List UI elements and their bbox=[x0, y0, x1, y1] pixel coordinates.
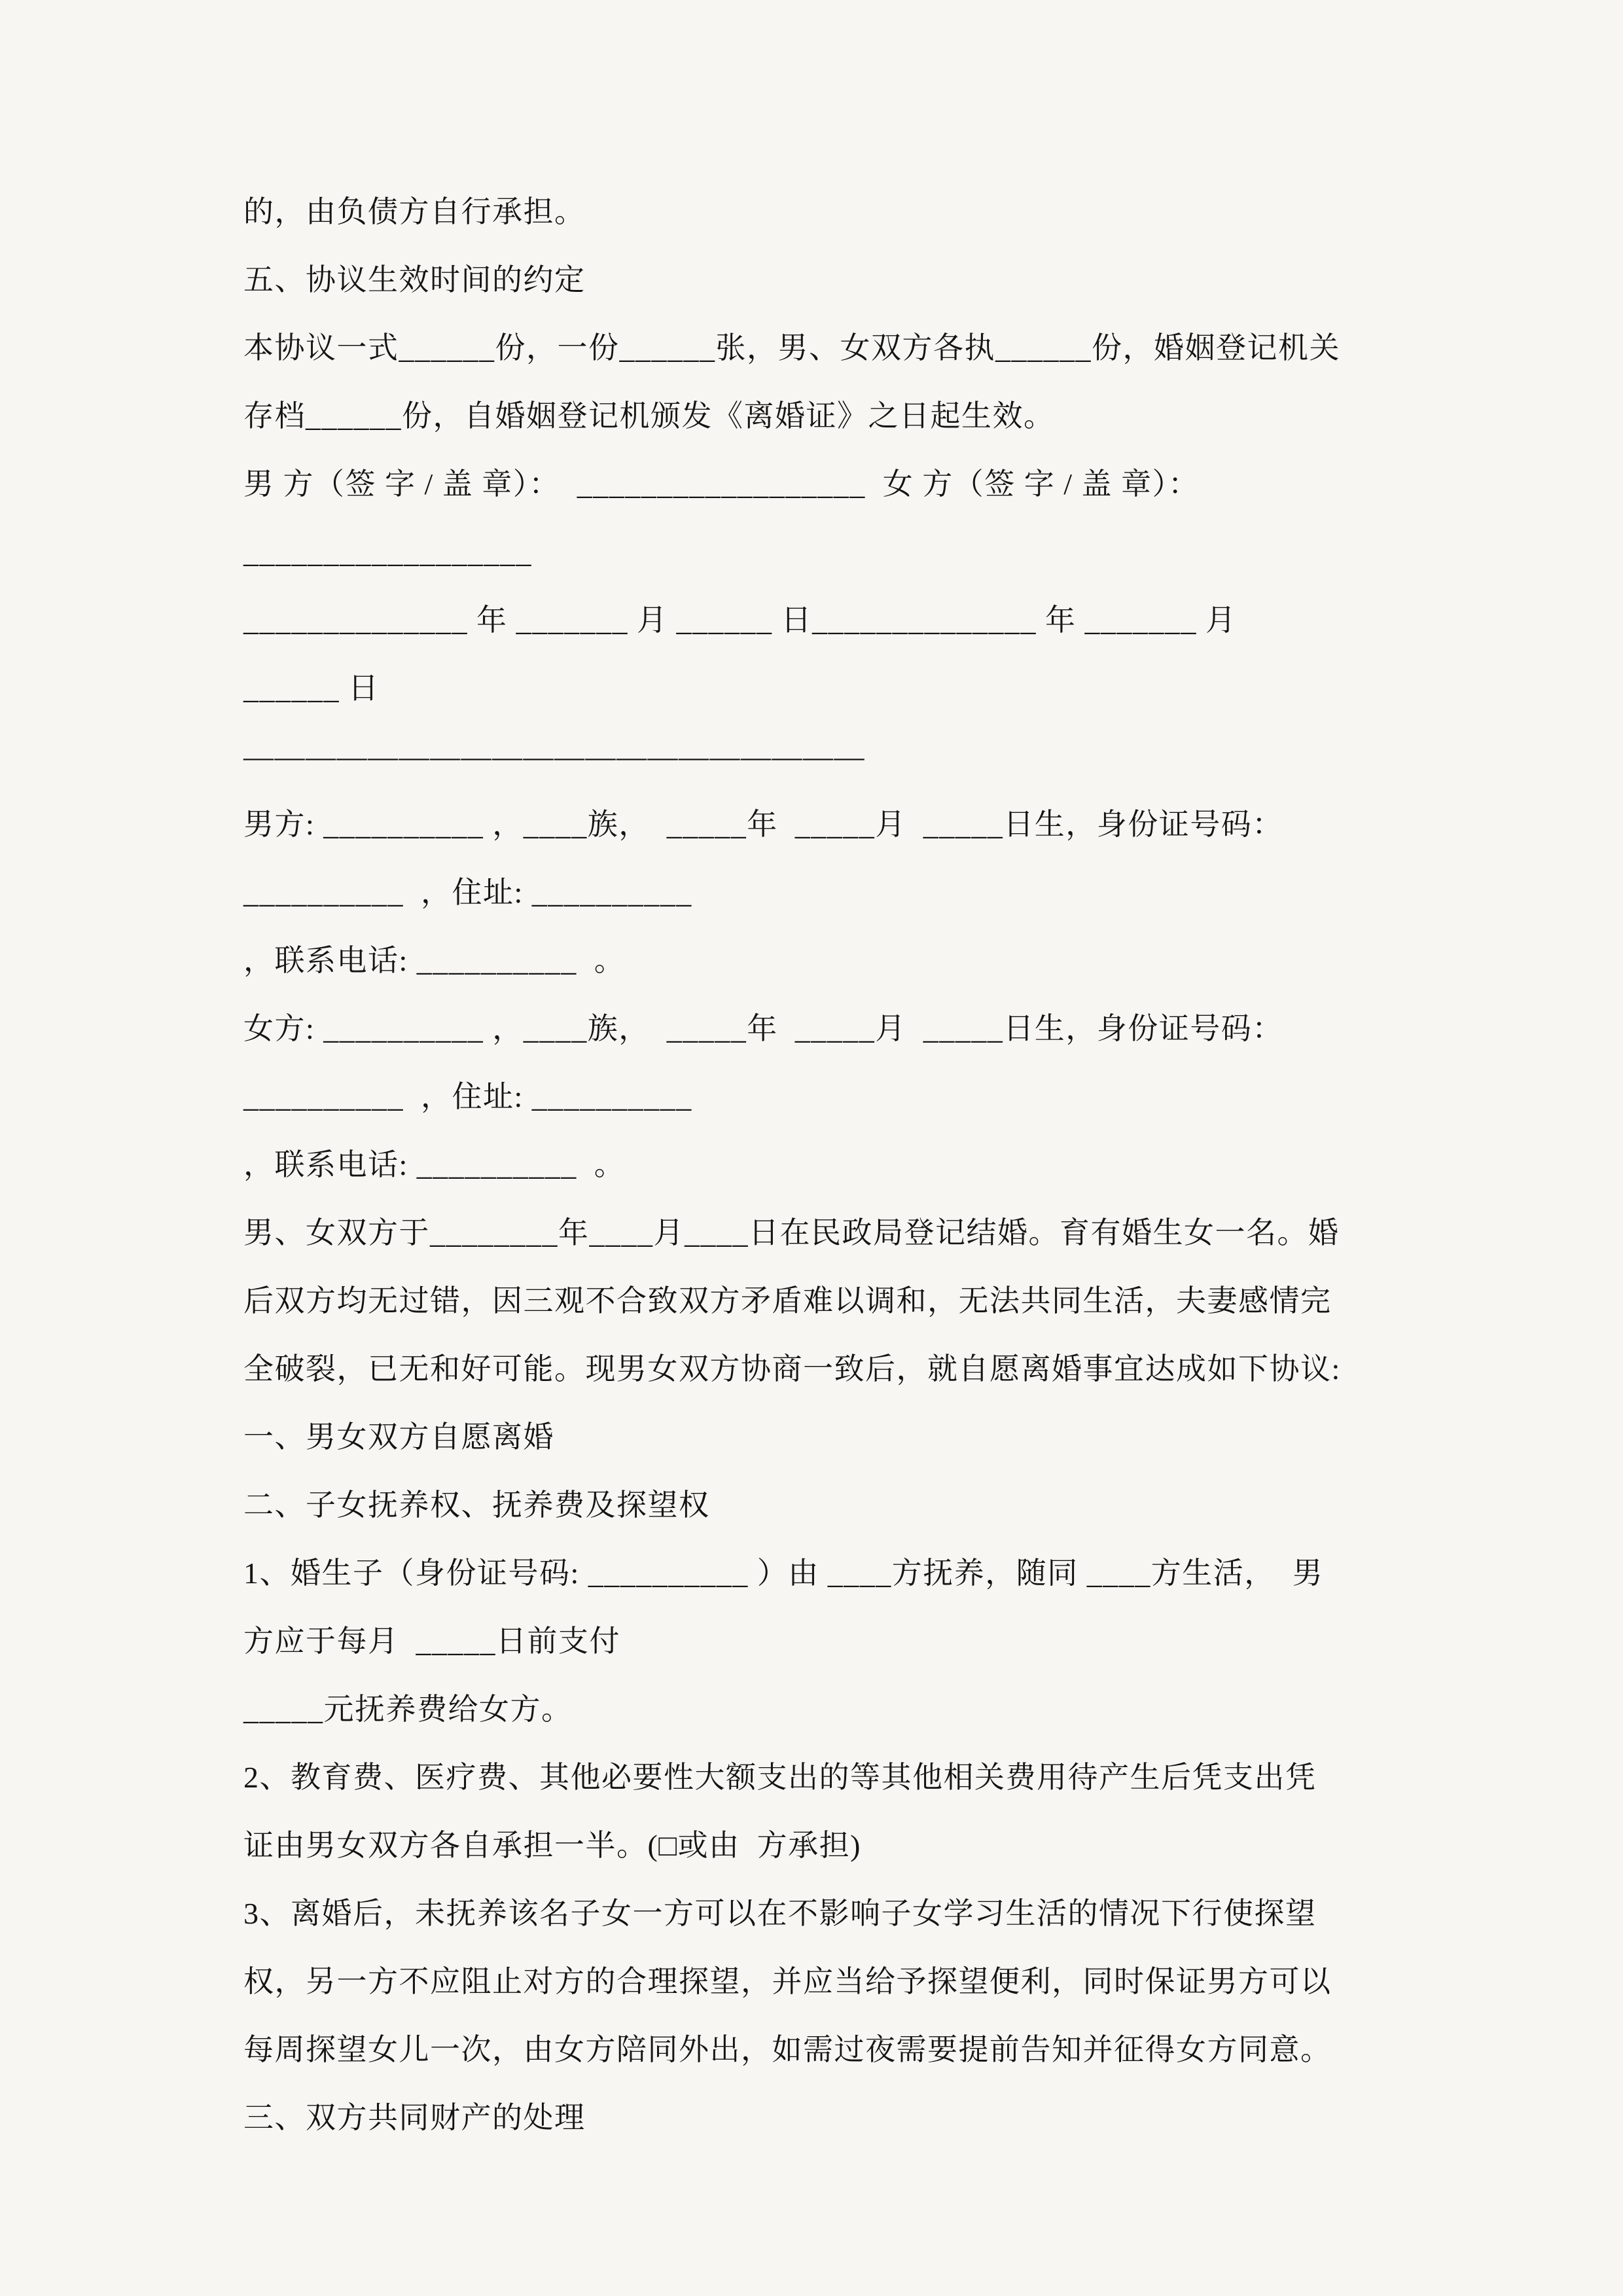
doc-line-visitation-3b: 权，另一方不应阻止对方的合理探望，并应当给予探望便利，同时保证男方可以 bbox=[243, 1965, 1332, 1998]
doc-line-date-blanks-2: ______ 日 bbox=[243, 672, 380, 705]
doc-line-husband-phone: ，联系电话: __________ 。 bbox=[243, 944, 626, 977]
doc-line-heading-section-1: 一、男女双方自愿离婚 bbox=[243, 1420, 554, 1454]
doc-line-heading-section-5: 五、协议生效时间的约定 bbox=[243, 263, 586, 296]
doc-line-heading-section-2: 二、子女抚养权、抚养费及探望权 bbox=[243, 1488, 710, 1522]
doc-line-copies-1: 本协议一式______份，一份______张，男、女双方各执______份，婚姻登记机关 bbox=[243, 331, 1340, 365]
doc-line-custody-1a: 1、婚生子（身份证号码: __________ ）由 ____方抚养，随同 ____方生活， 男 bbox=[243, 1556, 1324, 1590]
doc-line-wife-phone: ，联系电话: __________ 。 bbox=[243, 1148, 626, 1181]
doc-line-heading-section-3: 三、双方共同财产的处理 bbox=[243, 2101, 586, 2134]
doc-line-debt-clause-end: 的，由负债方自行承担。 bbox=[243, 195, 586, 228]
doc-line-husband-info-1: 男方: __________ ，____族， _____年 _____月 _____日生，身份证号码： bbox=[243, 808, 1283, 841]
doc-line-husband-info-2: __________ ，住址: __________ bbox=[243, 876, 692, 909]
doc-line-signature-labels: 男 方（签 字 / 盖 章）： __________________ 女 方（签 字 / 盖 章）： bbox=[243, 467, 1200, 501]
doc-line-wife-info-2: __________ ，住址: __________ bbox=[243, 1080, 692, 1113]
doc-line-wife-info-1: 女方: __________ ，____族， _____年 _____月 _____日生，身份证号码： bbox=[243, 1012, 1283, 1045]
doc-line-marriage-intro-3: 全破裂，已无和好可能。现男女双方协商一致后，就自愿离婚事宜达成如下协议: bbox=[243, 1352, 1341, 1386]
doc-line-marriage-intro-1: 男、女双方于________年____月____日在民政局登记结婚。育有婚生女一名。婚 bbox=[243, 1216, 1340, 1249]
doc-line-visitation-3a: 3、离婚后，未抚养该名子女一方可以在不影响子女学习生活的情况下行使探望 bbox=[243, 1897, 1317, 1930]
doc-line-visitation-3c: 每周探望女儿一次，由女方陪同外出，如需过夜需要提前告知并征得女方同意。 bbox=[243, 2033, 1332, 2066]
doc-line-expenses-2a: 2、教育费、医疗费、其他必要性大额支出的等其他相关费用待产生后凭支出凭 bbox=[243, 1761, 1317, 1794]
doc-line-date-blanks-1: ______________ 年 _______ 月 ______ 日______________ 年 _______ 月 bbox=[243, 603, 1237, 637]
doc-line-signature-blank: __________________ bbox=[243, 535, 532, 569]
doc-line-divider-dashes: ———————————————————— bbox=[243, 740, 865, 773]
doc-line-marriage-intro-2: 后双方均无过错，因三观不合致双方矛盾难以调和，无法共同生活，夫妻感情完 bbox=[243, 1284, 1332, 1318]
doc-line-expenses-2b: 证由男女双方各自承担一半。(□或由 方承担) bbox=[243, 1829, 861, 1862]
doc-line-custody-1c: _____元抚养费给女方。 bbox=[243, 1693, 573, 1726]
doc-line-copies-2: 存档______份，自婚姻登记机颁发《离婚证》之日起生效。 bbox=[243, 399, 1055, 433]
doc-line-custody-1b: 方应于每月 _____日前支付 bbox=[243, 1624, 620, 1658]
